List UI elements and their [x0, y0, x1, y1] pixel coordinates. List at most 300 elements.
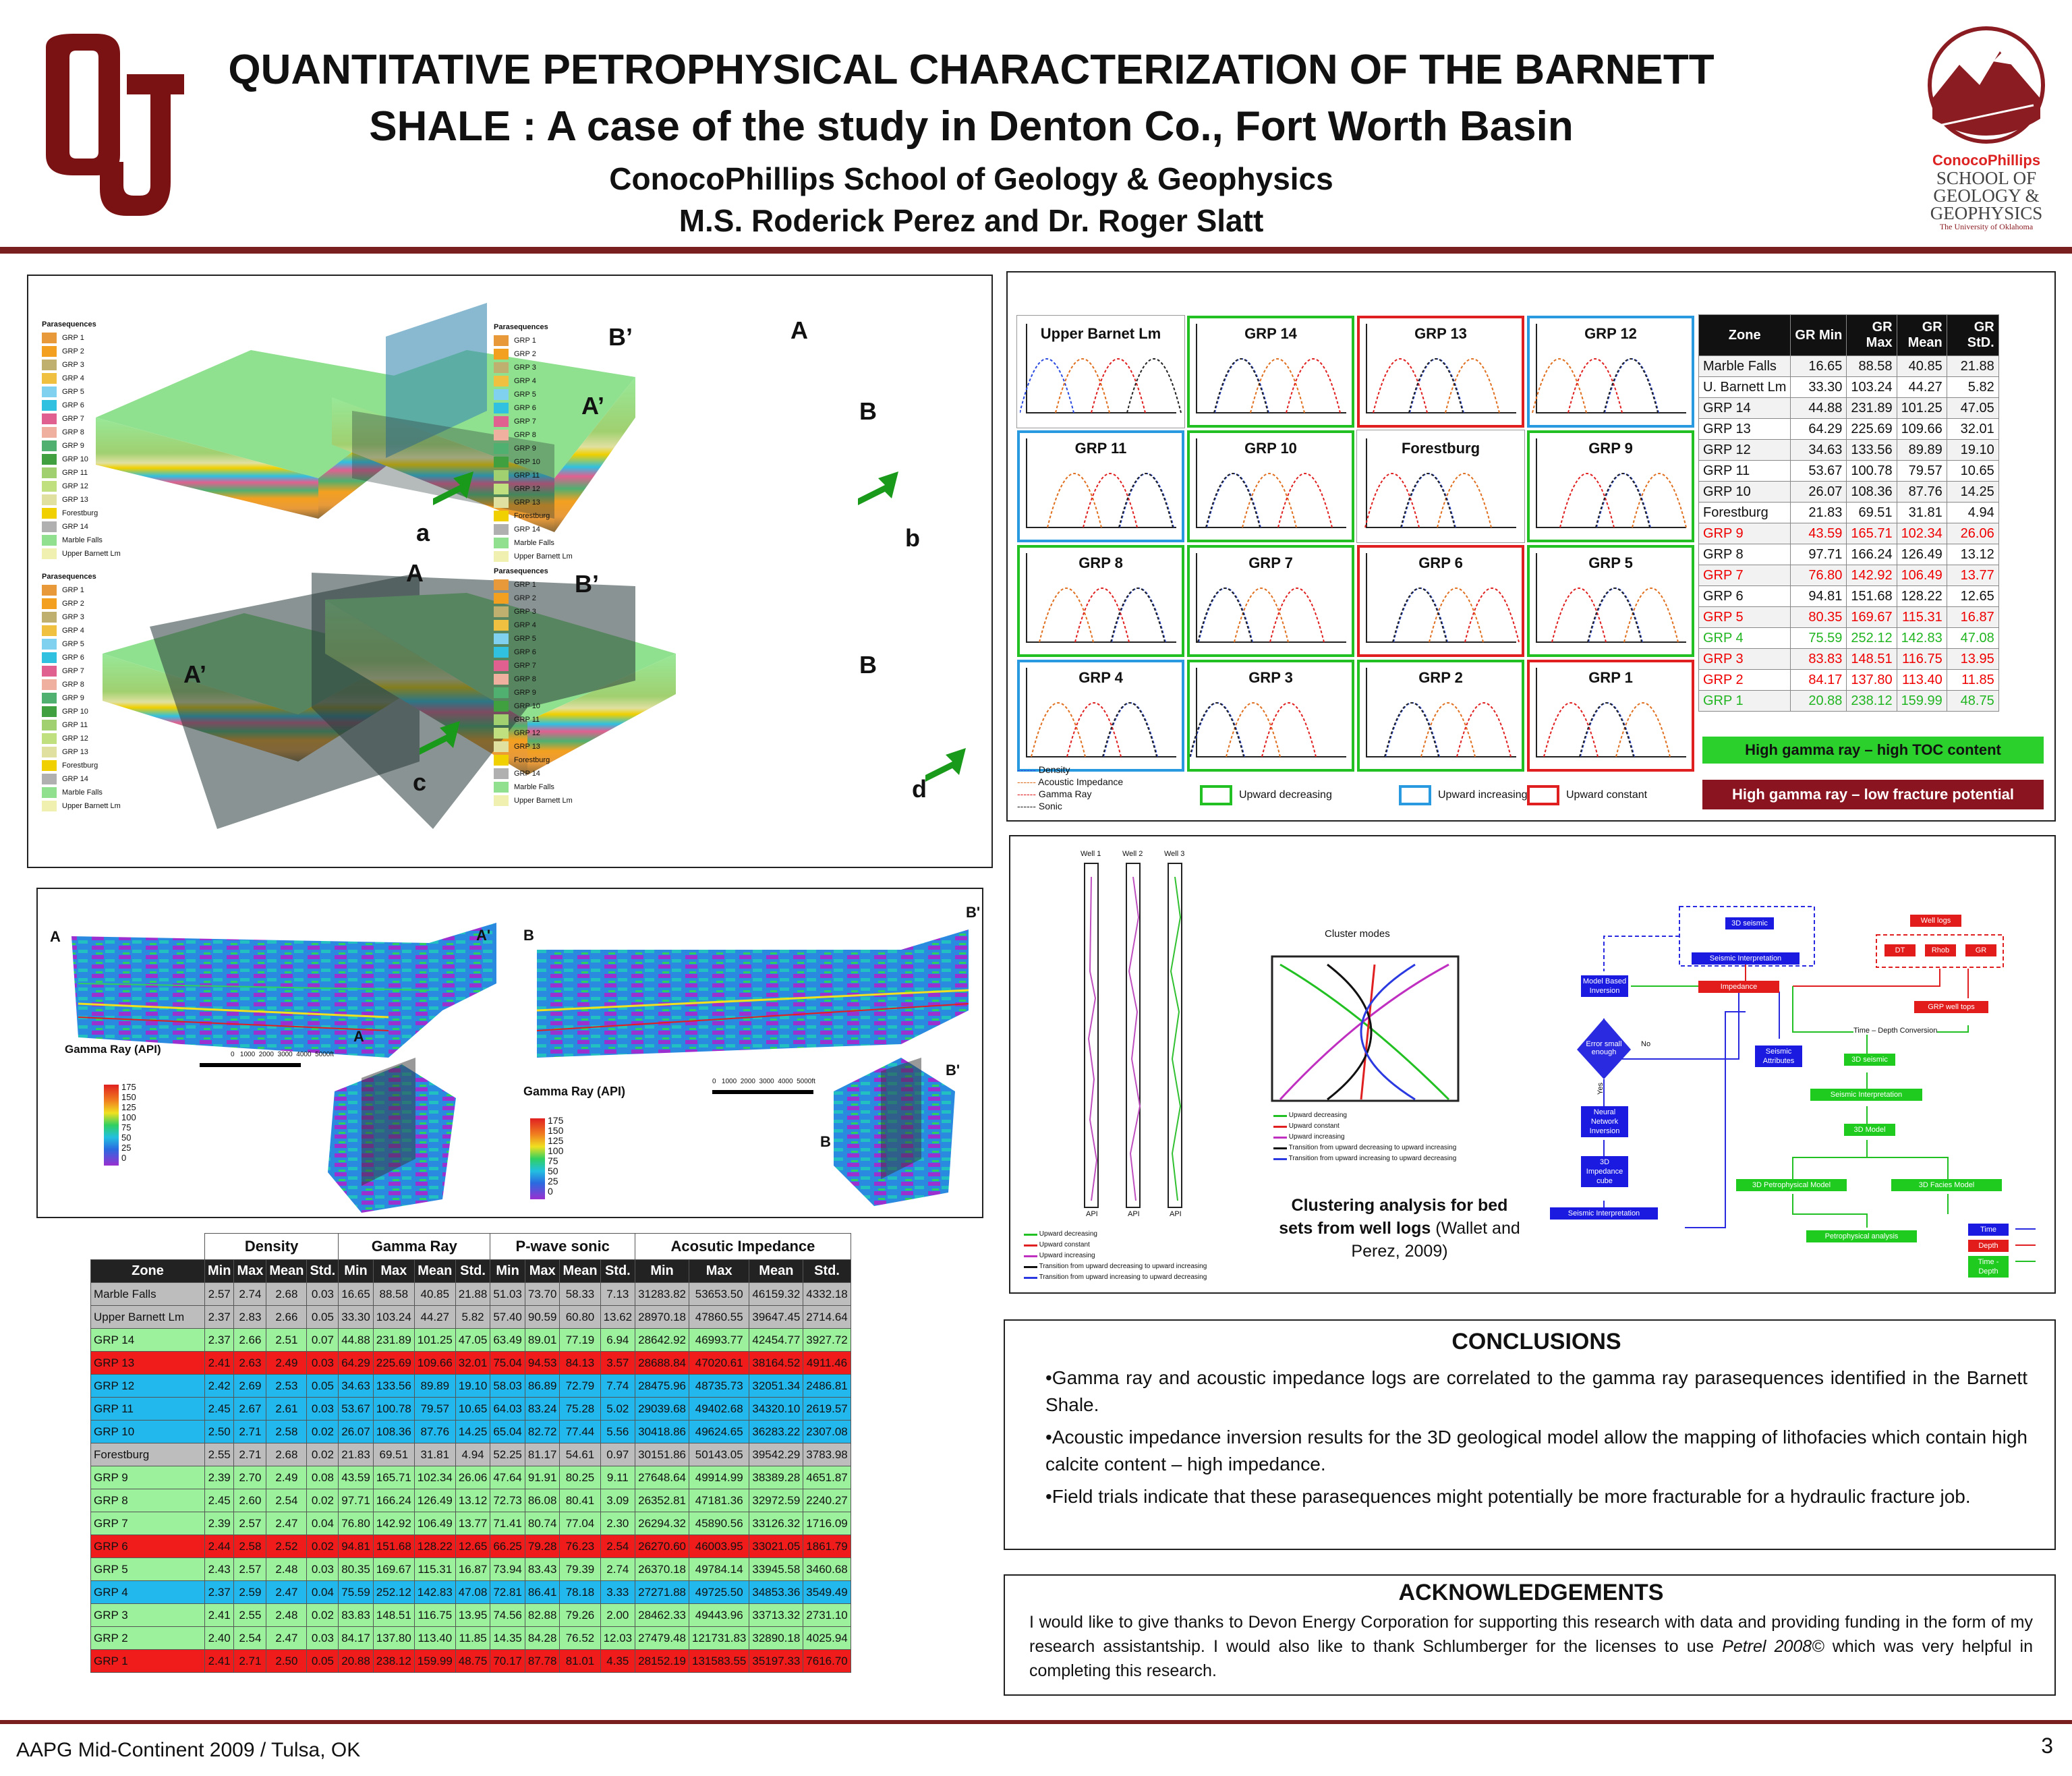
- cl-trans-2: ▬▬ Transition from upward increasing to upward decreasing: [1273, 1155, 1457, 1162]
- legend-label: GRP 8: [62, 428, 84, 436]
- log-curve: [1112, 588, 1166, 642]
- table-row: [91, 1535, 851, 1558]
- tick: 175: [121, 1082, 136, 1092]
- table-cell: 34.63: [1791, 440, 1847, 461]
- table-cell: 12.65: [1947, 586, 1998, 607]
- table-cell: 2.54: [600, 1535, 635, 1558]
- log-curve: [1226, 703, 1280, 757]
- table-cell: 82.72: [525, 1421, 560, 1443]
- legend-swatch: [494, 511, 509, 521]
- log-curve: [1393, 588, 1447, 642]
- log-curve: [1580, 703, 1634, 757]
- legend-label: GRP 1: [514, 581, 536, 589]
- table-row: [91, 1398, 851, 1421]
- log-curve: [1127, 359, 1181, 413]
- table-cell: GRP 13: [1699, 419, 1791, 440]
- wl-trans-1: ▬▬ Transition from upward decreasing to upward increasing: [1024, 1263, 1207, 1270]
- legend-label: GRP 3: [62, 613, 84, 621]
- gr-col-mean: GR Mean: [1897, 315, 1947, 356]
- table-cell: 89.89: [1897, 440, 1947, 461]
- table-cell: 30151.86: [635, 1443, 689, 1466]
- table-cell: 4651.87: [803, 1466, 851, 1489]
- table-cell: 109.66: [414, 1352, 455, 1375]
- legend-density: ------ Density: [1017, 764, 1070, 775]
- table-cell: 44.88: [1791, 398, 1847, 419]
- table-cell: 0.02: [307, 1421, 339, 1443]
- legend-item: [42, 637, 121, 651]
- table-cell: 80.41: [560, 1489, 600, 1512]
- colorbar-ticks-b: [548, 1116, 563, 1197]
- legend-item: [42, 745, 121, 759]
- cube-label-A: A: [353, 1028, 364, 1045]
- table-cell: 48735.73: [689, 1375, 749, 1398]
- table-cell: 14.35: [490, 1627, 525, 1650]
- table-cell: 33.30: [339, 1306, 374, 1329]
- legend-swatch: [494, 674, 509, 685]
- table-cell: 77.19: [560, 1329, 600, 1352]
- legend-label: GRP 8: [62, 681, 84, 689]
- stats-table-wrap: [90, 1233, 851, 1673]
- table-cell: 47181.36: [689, 1489, 749, 1512]
- table-cell: 5.02: [600, 1398, 635, 1421]
- gr-col-zone: Zone: [1699, 315, 1791, 356]
- group-impedance: Acosutic Impedance: [635, 1234, 851, 1260]
- box-3d-seismic: 3D seismic: [1725, 917, 1774, 929]
- ack-text: [1029, 1610, 2033, 1683]
- table-cell: 2.57: [234, 1558, 266, 1581]
- label-A-prime-b: A’: [581, 392, 605, 420]
- table-cell: 20.88: [339, 1650, 374, 1673]
- table-row: [1699, 586, 1999, 607]
- legend-swatch: [42, 413, 57, 424]
- legend-item: [494, 605, 573, 619]
- table-row: [1699, 670, 1999, 691]
- log-curve: [1421, 703, 1475, 757]
- legend-label: Marble Falls: [514, 539, 554, 547]
- label-B-d: B: [859, 651, 877, 679]
- table-cell: 35197.33: [749, 1650, 803, 1673]
- table-row: [91, 1352, 851, 1375]
- table-cell: 87.76: [1897, 482, 1947, 503]
- colorbar-ticks-a: [121, 1082, 136, 1163]
- table-cell: GRP 9: [91, 1466, 205, 1489]
- table-cell: 33126.32: [749, 1512, 803, 1535]
- log-curve: [1250, 359, 1304, 413]
- cl-up-dec: ▬▬ Upward decreasing: [1273, 1112, 1347, 1119]
- legend-label: GRP 14: [514, 525, 540, 534]
- table-row: [1699, 607, 1999, 628]
- table-cell: 165.71: [1847, 523, 1897, 544]
- table-cell: 128.22: [414, 1535, 455, 1558]
- table-cell: 4.94: [1947, 503, 1998, 523]
- table-row: [91, 1306, 851, 1329]
- legend-swatch: [494, 443, 509, 454]
- table-cell: 48.75: [1947, 691, 1998, 712]
- legend-swatch: [494, 524, 509, 535]
- legend-item: [494, 794, 573, 807]
- table-cell: 26.06: [455, 1466, 490, 1489]
- table-cell: 2.30: [600, 1512, 635, 1535]
- table-cell: 58.03: [490, 1375, 525, 1398]
- table-cell: 106.49: [414, 1512, 455, 1535]
- legend-swatch: [42, 440, 57, 451]
- table-cell: 65.04: [490, 1421, 525, 1443]
- table-cell: 11.85: [1947, 670, 1998, 691]
- table-cell: 64.29: [339, 1352, 374, 1375]
- table-cell: 58.33: [560, 1283, 600, 1306]
- table-cell: 80.35: [1791, 607, 1847, 628]
- table-cell: 87.76: [414, 1421, 455, 1443]
- legend-item: [494, 619, 573, 632]
- well1-api: API: [1086, 1210, 1098, 1218]
- legend-item: [42, 520, 121, 534]
- table-cell: 30418.86: [635, 1421, 689, 1443]
- legend-item: [42, 534, 121, 547]
- table-row: [1699, 691, 1999, 712]
- table-cell: 4025.94: [803, 1627, 851, 1650]
- log-curve: [1596, 474, 1650, 527]
- blank-corner: [91, 1234, 205, 1260]
- log-curve: [1234, 588, 1288, 642]
- legend-item: [42, 597, 121, 610]
- table-cell: 0.02: [307, 1489, 339, 1512]
- legend-swatch: [494, 376, 509, 386]
- stats-col-header: Std.: [455, 1260, 490, 1283]
- legend-swatch: [42, 481, 57, 492]
- legend-label: Marble Falls: [62, 789, 103, 797]
- legend-label: GRP 8: [514, 431, 536, 439]
- legend-item: [494, 496, 573, 509]
- label-A-c: A: [406, 559, 424, 587]
- legend-label: GRP 7: [514, 662, 536, 670]
- table-cell: GRP 4: [1699, 628, 1791, 649]
- legend-title: Parasequences: [42, 320, 96, 328]
- table-cell: 2.71: [234, 1443, 266, 1466]
- legend-swatch: [494, 457, 509, 467]
- log-curve: [1103, 703, 1157, 757]
- legend-item: [494, 482, 573, 496]
- table-cell: 2.57: [205, 1283, 234, 1306]
- legend-item: [494, 388, 573, 401]
- box-grp-well-tops: GRP well tops: [1914, 1001, 1988, 1013]
- legend-item: [42, 799, 121, 813]
- table-cell: 10.65: [1947, 461, 1998, 482]
- legend-label: GRP 10: [514, 458, 540, 466]
- table-cell: 2.37: [205, 1306, 234, 1329]
- crossplot-cell: [1017, 430, 1184, 542]
- table-cell: 20.88: [1791, 691, 1847, 712]
- log-curve: [1445, 359, 1499, 413]
- legend-item: [42, 759, 121, 772]
- table-cell: 45890.56: [689, 1512, 749, 1535]
- cube-label-B: B: [820, 1133, 831, 1150]
- legend-label: GRP 11: [62, 469, 88, 477]
- table-cell: 80.35: [339, 1558, 374, 1581]
- table-cell: 39542.29: [749, 1443, 803, 1466]
- table-cell: 64.03: [490, 1398, 525, 1421]
- legend-label: GRP 13: [514, 743, 540, 751]
- legend-swatch: [42, 679, 57, 690]
- table-cell: 46003.95: [689, 1535, 749, 1558]
- table-cell: 1716.09: [803, 1512, 851, 1535]
- table-cell: 5.56: [600, 1421, 635, 1443]
- table-cell: 34320.10: [749, 1398, 803, 1421]
- table-cell: 69.51: [373, 1443, 414, 1466]
- table-cell: 76.80: [339, 1512, 374, 1535]
- legend-label: GRP 6: [514, 648, 536, 656]
- legend-swatch: [494, 633, 509, 644]
- table-cell: 142.92: [1847, 565, 1897, 586]
- tick: 0: [548, 1186, 553, 1197]
- table-cell: 169.67: [1847, 607, 1897, 628]
- table-cell: 2486.81: [803, 1375, 851, 1398]
- table-cell: GRP 13: [91, 1352, 205, 1375]
- legend-swatch: [42, 521, 57, 532]
- table-cell: Forestburg: [91, 1443, 205, 1466]
- legend-time: Time: [1968, 1224, 2009, 1236]
- label-c: c: [413, 768, 427, 796]
- legend-swatch: [494, 538, 509, 548]
- legend-item: [494, 632, 573, 646]
- log-curve: [1278, 474, 1332, 527]
- legend-label: GRP 13: [514, 498, 540, 507]
- legend-swatch: [494, 497, 509, 508]
- legend-item: [42, 691, 121, 705]
- log-curve: [1199, 588, 1253, 642]
- well2-label: Well 2: [1122, 850, 1143, 858]
- legend-label: GRP 1: [514, 337, 536, 345]
- authors: M.S. Roderick Perez and Dr. Roger Slatt: [679, 203, 1264, 238]
- table-cell: 40.85: [1897, 356, 1947, 377]
- stats-col-header: Min: [635, 1260, 689, 1283]
- group-gamma: Gamma Ray: [339, 1234, 490, 1260]
- table-cell: 2.48: [266, 1558, 307, 1581]
- legend-item: [494, 753, 573, 767]
- table-cell: 50143.05: [689, 1443, 749, 1466]
- crossplot-title: Forestburg: [1401, 440, 1480, 457]
- table-row: [91, 1443, 851, 1466]
- log-curve: [1605, 359, 1659, 413]
- legend-label: GRP 7: [514, 418, 536, 426]
- table-cell: 142.83: [414, 1581, 455, 1604]
- legend-label: Forestburg: [514, 512, 550, 520]
- table-row: [1699, 523, 1999, 544]
- log-curve: [1409, 359, 1463, 413]
- table-cell: 11.85: [455, 1627, 490, 1650]
- table-cell: 57.40: [490, 1306, 525, 1329]
- well3-label: Well 3: [1164, 850, 1185, 858]
- legend-swatch: [494, 551, 509, 562]
- log-curve: [1075, 588, 1129, 642]
- table-cell: 2.41: [205, 1650, 234, 1673]
- table-cell: 0.04: [307, 1512, 339, 1535]
- log-curve: [1373, 359, 1427, 413]
- legend-swatch: [42, 760, 57, 771]
- legend-item: [494, 550, 573, 563]
- table-cell: GRP 5: [91, 1558, 205, 1581]
- table-cell: 1861.79: [803, 1535, 851, 1558]
- legend-swatch: [42, 360, 57, 370]
- table-cell: 252.12: [1847, 628, 1897, 649]
- table-cell: 225.69: [1847, 419, 1897, 440]
- table-cell: 2.74: [600, 1558, 635, 1581]
- legend-item: [494, 726, 573, 740]
- log-curve: [1091, 359, 1145, 413]
- table-cell: 0.02: [307, 1443, 339, 1466]
- log-curve: [1047, 474, 1101, 527]
- table-cell: GRP 3: [91, 1604, 205, 1627]
- log-curve: [1206, 474, 1260, 527]
- table-row: [91, 1627, 851, 1650]
- table-cell: 77.04: [560, 1512, 600, 1535]
- low-fracture-badge: High gamma ray – low fracture potential: [1702, 780, 2044, 809]
- legend-swatch: [494, 714, 509, 725]
- table-cell: 49443.96: [689, 1604, 749, 1627]
- crossplot-title: GRP 1: [1588, 669, 1633, 686]
- table-cell: 231.89: [373, 1329, 414, 1352]
- table-cell: 0.08: [307, 1466, 339, 1489]
- section-label-B-prime: B': [966, 904, 981, 921]
- table-cell: 0.05: [307, 1650, 339, 1673]
- tick: 50: [548, 1166, 558, 1176]
- legend-upward-increasing: Upward increasing: [1399, 785, 1528, 805]
- legend-item: [42, 772, 121, 786]
- legend-swatch: [494, 768, 509, 779]
- legend-item: [42, 399, 121, 412]
- stats-col-header: Mean: [560, 1260, 600, 1283]
- ack-title: ACKNOWLEDGEMENTS: [1398, 1580, 1664, 1605]
- crossplot-title: GRP 9: [1588, 440, 1633, 457]
- table-cell: 82.88: [525, 1604, 560, 1627]
- table-row: [91, 1558, 851, 1581]
- table-cell: 3549.49: [803, 1581, 851, 1604]
- table-cell: 13.77: [455, 1512, 490, 1535]
- legend-swatch: [42, 386, 57, 397]
- north-arrow-icon: [858, 471, 898, 505]
- log-curve: [1215, 359, 1269, 413]
- legend-label: GRP 9: [514, 689, 536, 697]
- header-divider: [0, 247, 2072, 254]
- gr-table: [1698, 314, 1999, 712]
- legend-swatch: [42, 400, 57, 411]
- table-cell: 2.48: [266, 1604, 307, 1627]
- legend-title: Parasequences: [494, 567, 548, 575]
- logo-line4: The University of Oklahoma: [1939, 222, 2034, 231]
- table-cell: 91.91: [525, 1466, 560, 1489]
- legend-swatch: [494, 606, 509, 617]
- legend-item: [42, 358, 121, 372]
- table-cell: 115.31: [1897, 607, 1947, 628]
- table-cell: 28462.33: [635, 1604, 689, 1627]
- table-cell: 2.37: [205, 1581, 234, 1604]
- legend-label: GRP 14: [514, 770, 540, 778]
- table-cell: 2.45: [205, 1398, 234, 1421]
- table-row: [91, 1581, 851, 1604]
- legend-label: GRP 11: [514, 471, 540, 480]
- legend-item: [494, 361, 573, 374]
- legend-item: [494, 374, 573, 388]
- table-cell: 4332.18: [803, 1283, 851, 1306]
- table-cell: GRP 2: [91, 1627, 205, 1650]
- table-cell: 21.88: [455, 1283, 490, 1306]
- legend-swatch: [42, 494, 57, 505]
- log-curve: [1242, 474, 1296, 527]
- table-cell: 7.74: [600, 1375, 635, 1398]
- legend-label: GRP 4: [62, 374, 84, 382]
- legend-sonic: ------ Sonic: [1017, 801, 1062, 811]
- label-B-b: B: [859, 397, 877, 425]
- legend-label: GRP 5: [514, 635, 536, 643]
- table-cell: 33021.05: [749, 1535, 803, 1558]
- table-cell: 70.17: [490, 1650, 525, 1673]
- label-B-prime-d: B’: [575, 570, 599, 598]
- legend-label: GRP 12: [514, 485, 540, 493]
- table-cell: 26.07: [1791, 482, 1847, 503]
- table-cell: 80.25: [560, 1466, 600, 1489]
- legend-label: GRP 10: [62, 708, 88, 716]
- table-cell: 27271.88: [635, 1581, 689, 1604]
- log-curve: [1083, 474, 1137, 527]
- table-cell: 3.09: [600, 1489, 635, 1512]
- table-cell: 26270.60: [635, 1535, 689, 1558]
- legend-item: [494, 659, 573, 672]
- label-d: d: [912, 775, 927, 803]
- legend-item: [494, 442, 573, 455]
- legend-label: GRP 13: [62, 748, 88, 756]
- legend-item: [494, 740, 573, 753]
- table-cell: GRP 4: [91, 1581, 205, 1604]
- legend-swatch: [494, 362, 509, 373]
- table-cell: 76.52: [560, 1627, 600, 1650]
- table-cell: 64.29: [1791, 419, 1847, 440]
- table-row: [91, 1283, 851, 1306]
- legend-swatch: [42, 612, 57, 623]
- stats-col-header: Mean: [749, 1260, 803, 1283]
- table-cell: 2731.10: [803, 1604, 851, 1627]
- well1-label: Well 1: [1081, 850, 1101, 858]
- table-cell: 2.49: [266, 1466, 307, 1489]
- error-label: Error small enough: [1586, 1040, 1622, 1056]
- cluster-flowchart-panel: [1009, 835, 2056, 1294]
- parasequence-legend-d: [494, 565, 573, 805]
- table-cell: 46159.32: [749, 1283, 803, 1306]
- table-cell: 21.83: [339, 1443, 374, 1466]
- page-number: 3: [2041, 1734, 2053, 1758]
- log-curve: [1552, 588, 1606, 642]
- legend-item: [42, 651, 121, 664]
- log-curve: [1286, 359, 1340, 413]
- legend-label: GRP 7: [62, 667, 84, 675]
- gr-table-wrap: [1698, 314, 1999, 712]
- legend-swatch: [42, 625, 57, 636]
- table-cell: 4.94: [455, 1443, 490, 1466]
- box-seismic-interpretation-2: Seismic Interpretation: [1550, 1207, 1658, 1220]
- log-curve: [1410, 359, 1464, 413]
- table-cell: 2.67: [234, 1398, 266, 1421]
- log-curve: [1588, 588, 1642, 642]
- table-cell: 2.50: [266, 1650, 307, 1673]
- stats-col-header: Mean: [414, 1260, 455, 1283]
- legend-swatch: [42, 454, 57, 465]
- table-cell: Upper Barnett Lm: [91, 1306, 205, 1329]
- legend-swatch: [494, 349, 509, 360]
- table-cell: 10.65: [455, 1398, 490, 1421]
- table-cell: 94.81: [339, 1535, 374, 1558]
- log-curve: [1190, 703, 1244, 757]
- table-cell: 52.25: [490, 1443, 525, 1466]
- table-cell: 0.04: [307, 1581, 339, 1604]
- log-curve: [1198, 588, 1252, 642]
